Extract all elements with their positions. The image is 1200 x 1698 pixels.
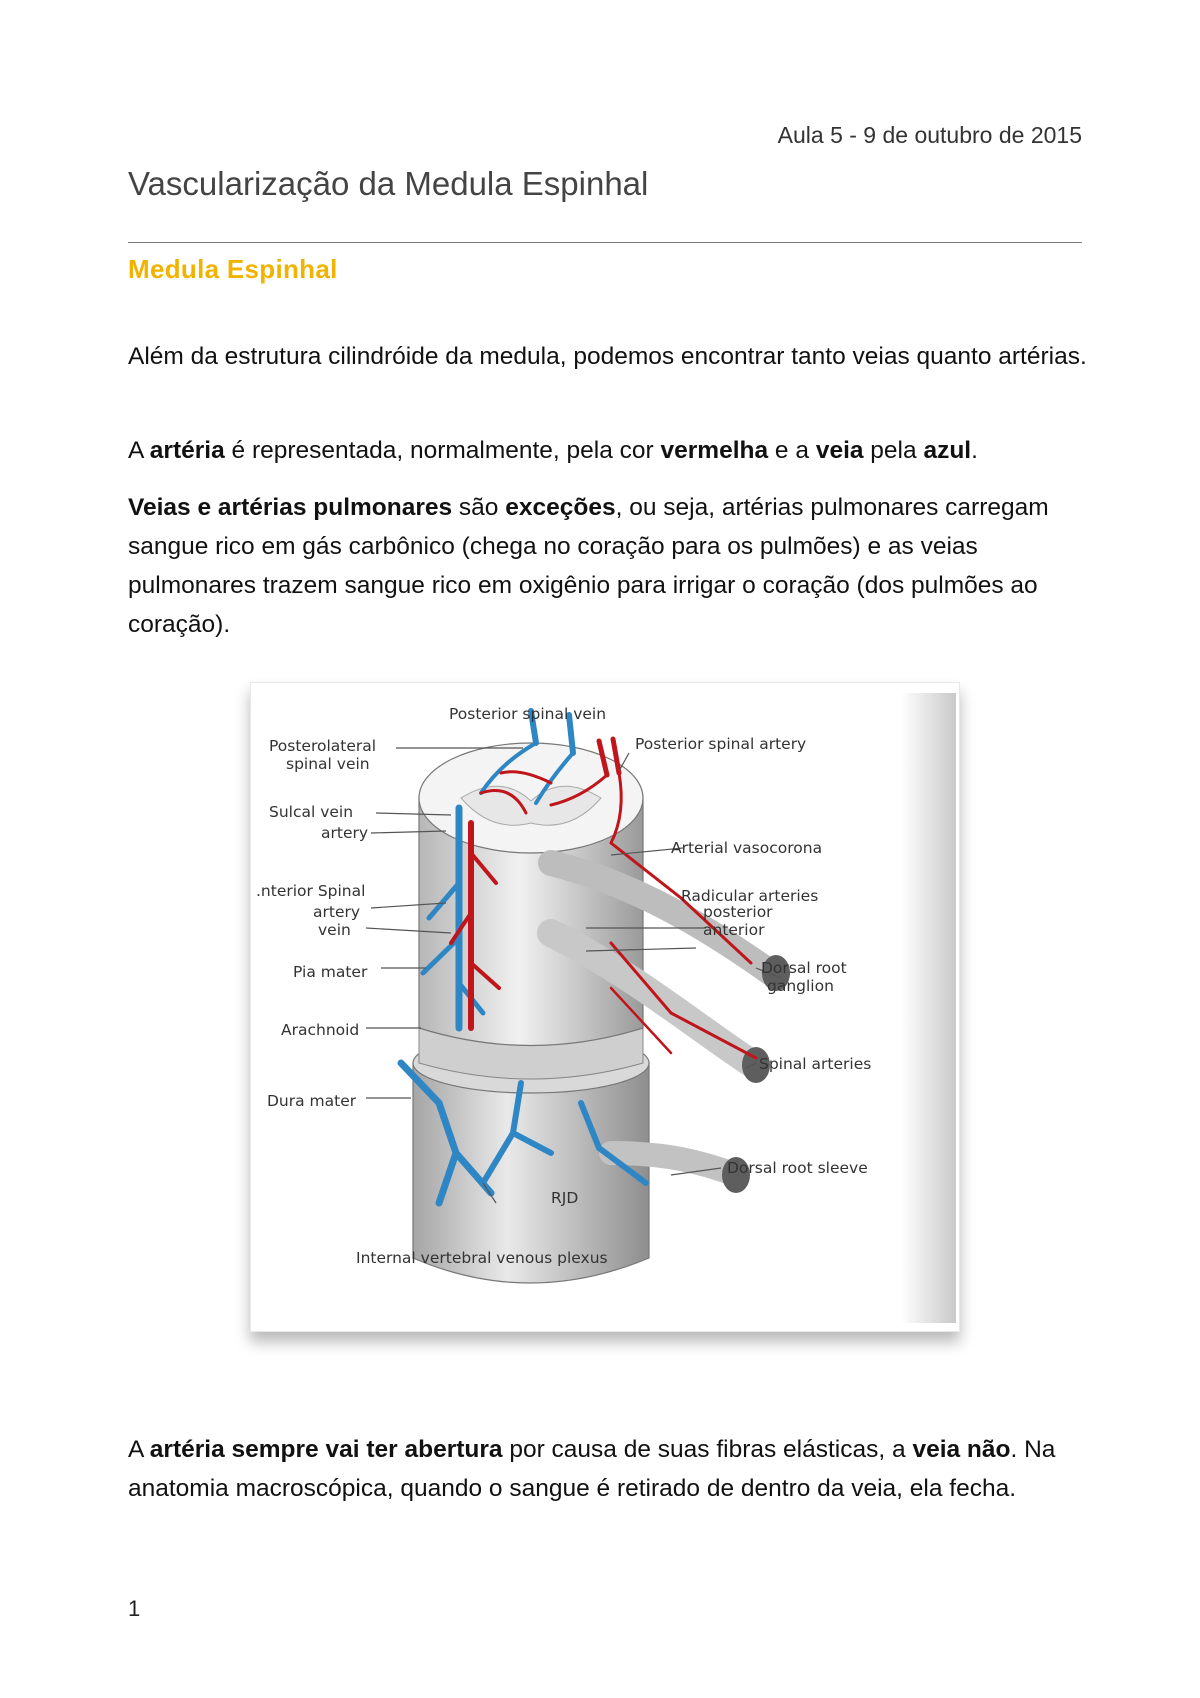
label-sulcal-artery: artery	[321, 824, 369, 842]
label-dorsal-root-2: ganglion	[767, 977, 834, 995]
label-posterolateral-1: Posterolateral	[269, 737, 377, 755]
label-spinal-arteries: Spinal arteries	[759, 1055, 872, 1073]
label-radicular-arteries: Radicular arteries	[681, 887, 819, 905]
spinal-cord-illustration	[251, 683, 961, 1333]
paragraph-structure: Além da estrutura cilindróide da medula, podemos encontrar tanto veias quanto artérias.	[128, 343, 1087, 370]
page-number: 1	[128, 1596, 141, 1621]
label-sulcal-vein: Sulcal vein	[269, 803, 354, 821]
label-anterior-vein: vein	[318, 921, 351, 939]
label-dorsal-root-1: Dorsal root	[761, 959, 847, 977]
label-anterior-spinal: .nterior Spinal	[256, 882, 366, 900]
paragraph-colors: A artéria é representada, normalmente, pela cor vermelha e a veia pela azul.	[128, 437, 978, 464]
label-radicular-anterior: anterior	[703, 921, 765, 939]
label-arachnoid: Arachnoid	[281, 1021, 360, 1039]
label-posterior-spinal-vein: Posterior spinal vein	[449, 705, 607, 723]
label-arterial-vasocorona: Arterial vasocorona	[671, 839, 823, 857]
title-divider	[128, 242, 1082, 243]
paragraph-pulmonary: Veias e artérias pulmonares são exceções, ou seja, artérias pulmonares carregam sangue rico em gás carbônico (chega no coração para os pulmões) e as veias pulmonares trazem sangue rico em oxigênio para irrigar o coração (dos pulmões ao coração).	[128, 494, 1049, 638]
label-posterolateral-2: spinal vein	[286, 755, 370, 773]
label-radicular-posterior: posterior	[703, 903, 773, 921]
paragraph-artery-opening: A artéria sempre vai ter abertura por causa de suas fibras elásticas, a veia não. Na anatomia macroscópica, quando o sangue é retirado de dentro da veia, ela fecha.	[128, 1436, 1056, 1502]
header-date: Aula 5 - 9 de outubro de 2015	[777, 122, 1082, 148]
label-pia-mater: Pia mater	[293, 963, 368, 981]
label-posterior-spinal-artery: Posterior spinal artery	[635, 735, 807, 753]
label-dura-mater: Dura mater	[267, 1092, 357, 1110]
label-dorsal-root-sleeve: Dorsal root sleeve	[727, 1159, 868, 1177]
label-internal-vertebral-venous-plexus: Internal vertebral venous plexus	[356, 1249, 608, 1267]
section-heading: Medula Espinhal	[128, 254, 338, 284]
document-title: Vascularização da Medula Espinhal	[128, 165, 649, 202]
label-signature: RJD	[551, 1189, 579, 1207]
spinal-cord-figure	[250, 682, 960, 1332]
label-anterior-artery: artery	[313, 903, 361, 921]
